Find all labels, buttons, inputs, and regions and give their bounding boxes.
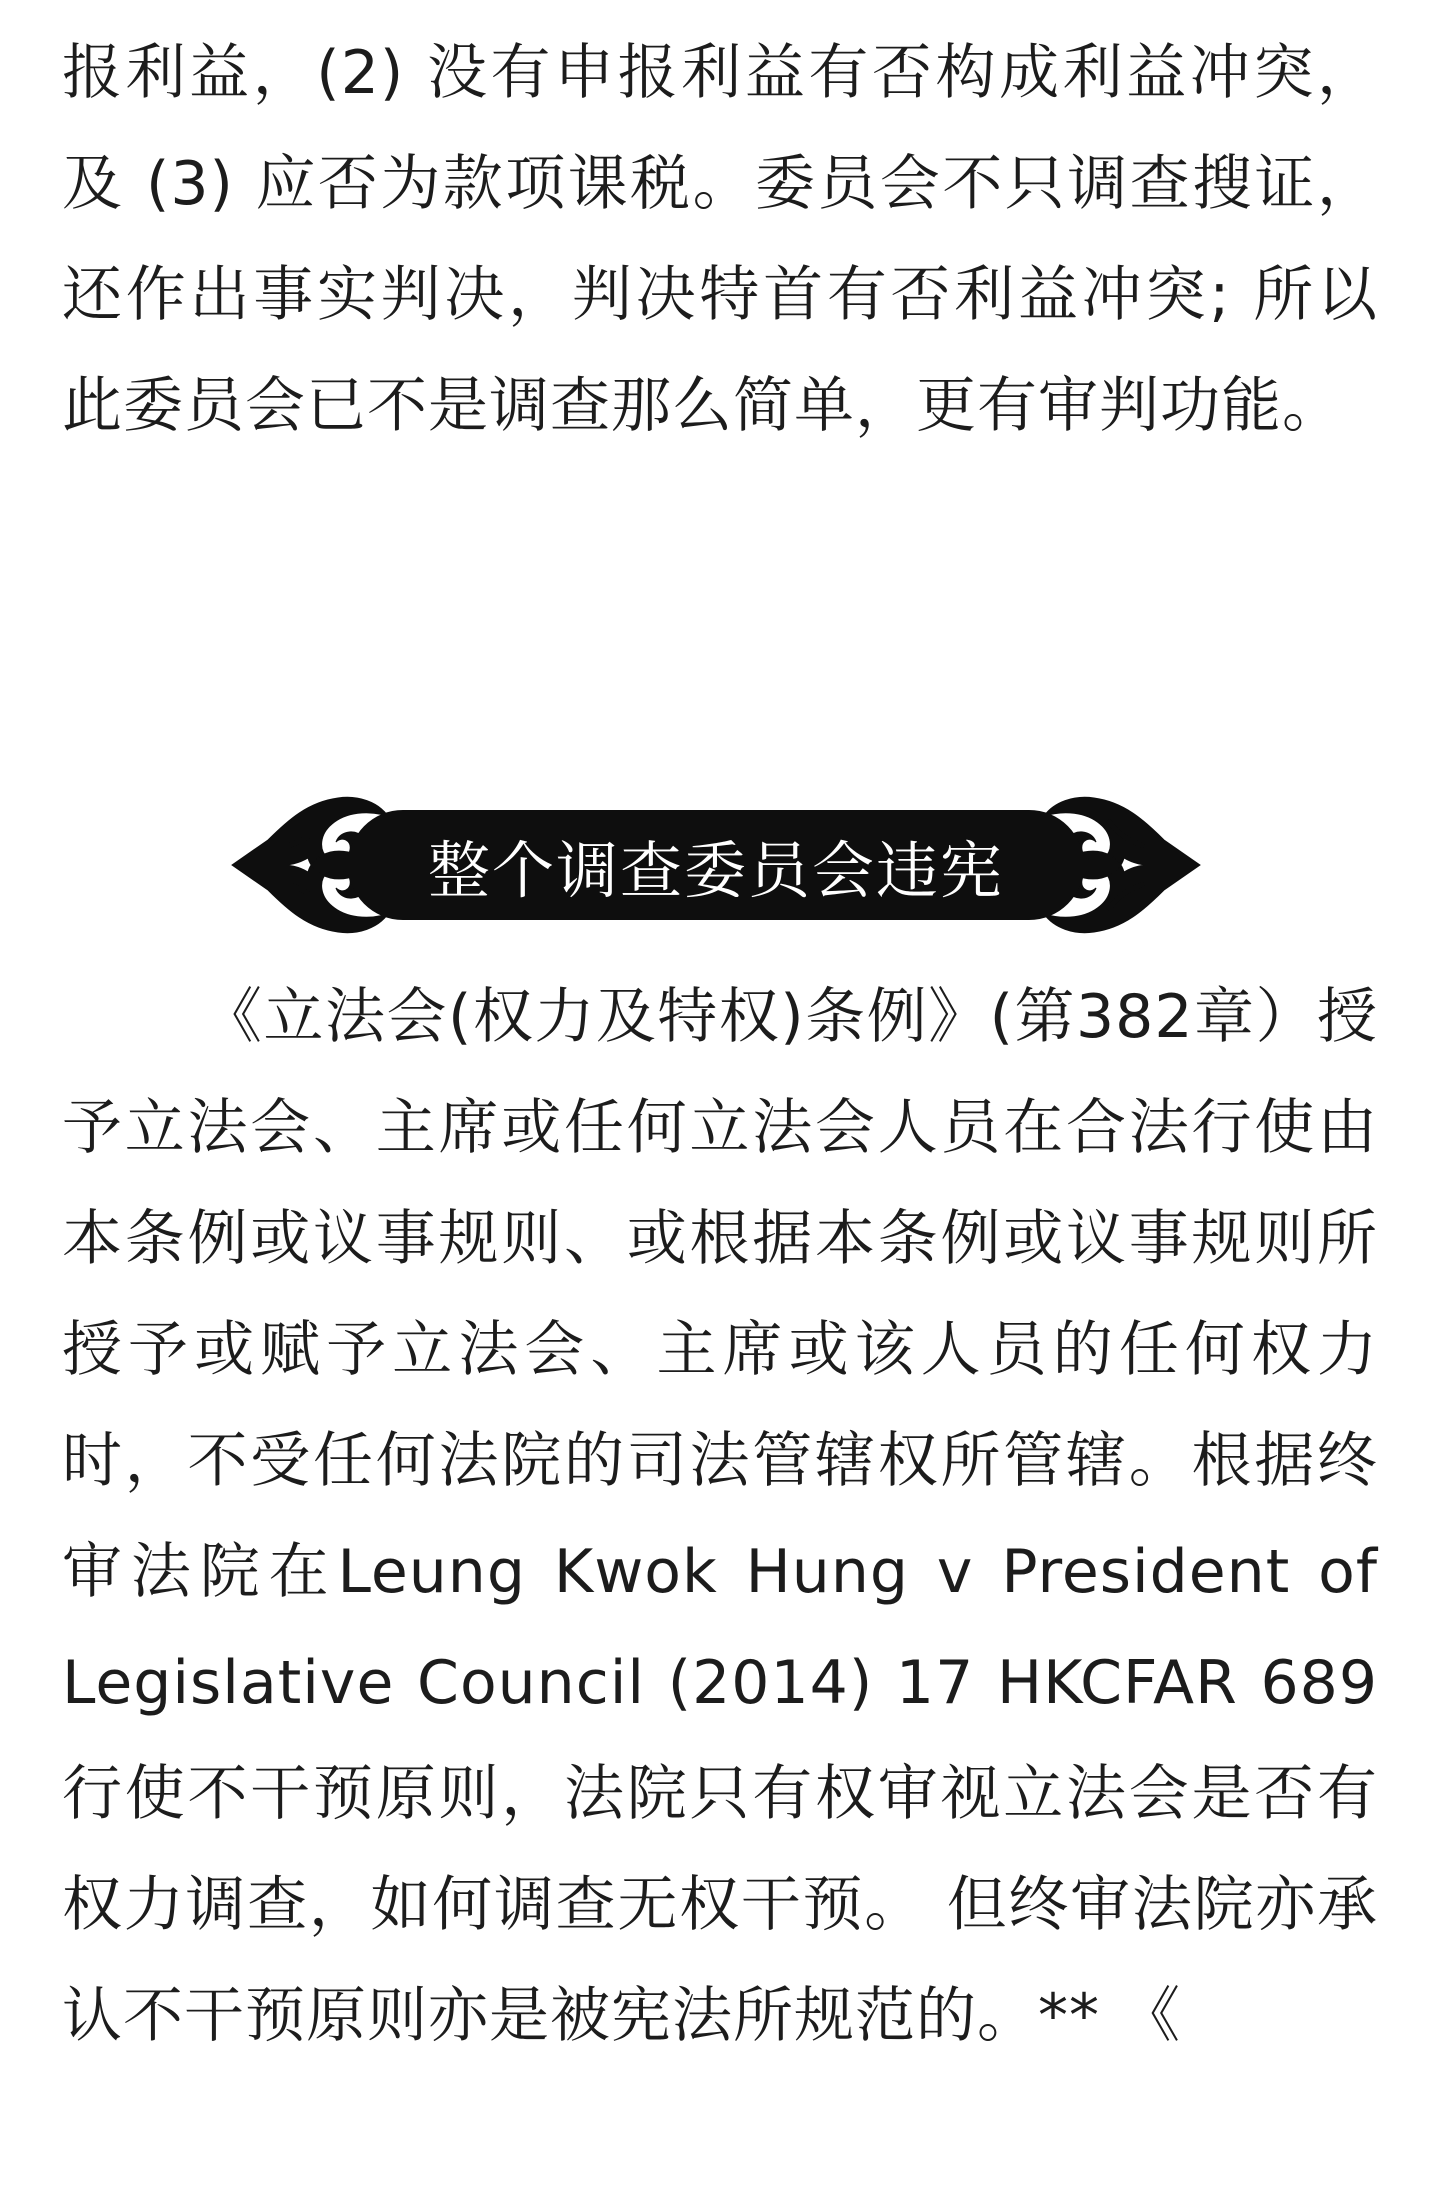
section-heading-banner xyxy=(228,780,1204,950)
article-paragraph-main: 《立法会(权力及特权)条例》(第382章）授予立法会、主席或任何立法会人员在合法行使由本条例或议事规则、或根据本条例或议事规则所授予或赋予立法会、主席或该人员的任何权力时，不受任何法院的司法管辖权所管辖。根据终审法院在Leung Kwok Hung v President of Legislative Council (2014) 17 HKCFAR 689行使不干预原则，法院只有权审视立法会是否有权力调查，如何调查无权干预。 但终审法院亦承认不干预原则亦是被宪法所规范的。** 《 xyxy=(62,982,1378,2051)
section-heading: 整个调查委员会违宪 xyxy=(427,833,1004,907)
article-paragraph-top: 报利益，(2) 没有申报利益有否构成利益冲突，及 (3) 应否为款项课税。委员会不只调查搜证，还作出事实判决，判决特首有否利益冲突; 所以此委员会已不是调查那么简单，更有审判功能。 xyxy=(62,38,1378,441)
section-heading-pill xyxy=(348,810,1084,920)
